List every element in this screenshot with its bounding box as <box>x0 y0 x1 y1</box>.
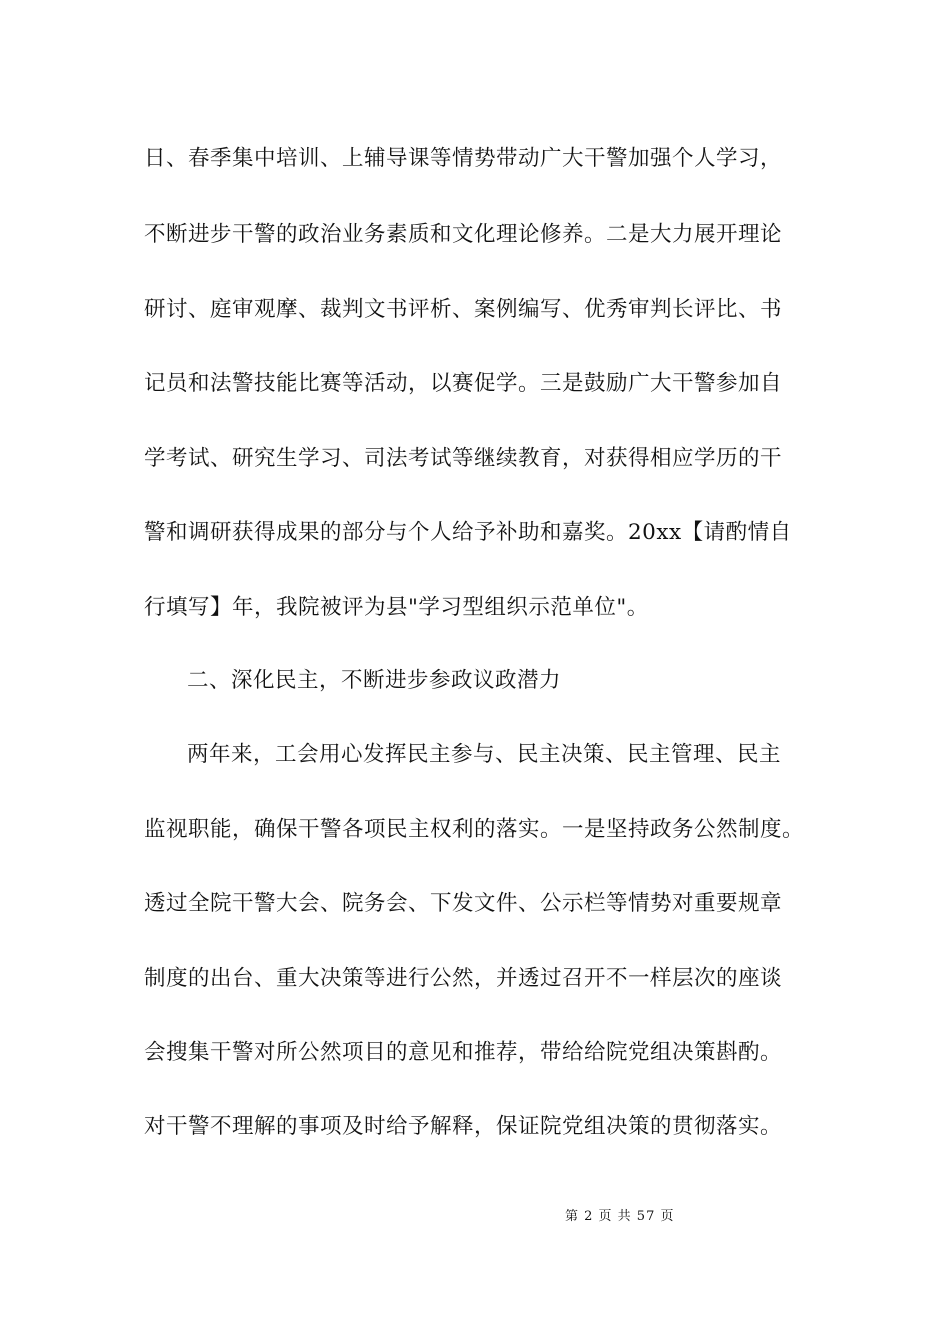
paragraph-line: 透过全院干警大会、院务会、下发文件、公示栏等情势对重要规章 <box>144 891 783 916</box>
paragraph-line: 两年来，工会用心发挥民主参与、民主决策、民主管理、民主 <box>187 742 782 767</box>
page-number: 第 2 页 共 57 页 <box>565 1209 675 1224</box>
paragraph-line: 监视职能，确保干警各项民主权利的落实。一是坚持政务公然制度。 <box>144 817 805 842</box>
paragraph-line: 日、春季集中培训、上辅导课等情势带动广大干警加强个人学习， <box>144 146 783 171</box>
paragraph-line: 会搜集干警对所公然项目的意见和推荐，带给给院党组决策斟酌。 <box>144 1040 783 1065</box>
paragraph-line: 制度的出台、重大决策等进行公然，并透过召开不一样层次的座谈 <box>144 966 783 991</box>
paragraph-line: 记员和法警技能比赛等活动，以赛促学。三是鼓励广大干警参加自 <box>144 371 783 396</box>
paragraph-line: 行填写】年，我院被评为县"学习型组织示范单位"。 <box>144 595 649 620</box>
paragraph-line: 不断进步干警的政治业务素质和文化理论修养。二是大力展开理论 <box>144 222 783 247</box>
paragraph-line: 警和调研获得成果的部分与个人给予补助和嘉奖。20xx【请酌情自 <box>144 520 792 545</box>
section-heading: 二、深化民主，不断进步参政议政潜力 <box>187 668 562 693</box>
paragraph-line: 对干警不理解的事项及时给予解释，保证院党组决策的贯彻落实。 <box>144 1114 783 1139</box>
paragraph-line: 研讨、庭审观摩、裁判文书评析、案例编写、优秀审判长评比、书 <box>144 297 783 322</box>
paragraph-line: 学考试、研究生学习、司法考试等继续教育，对获得相应学历的干 <box>144 446 783 471</box>
